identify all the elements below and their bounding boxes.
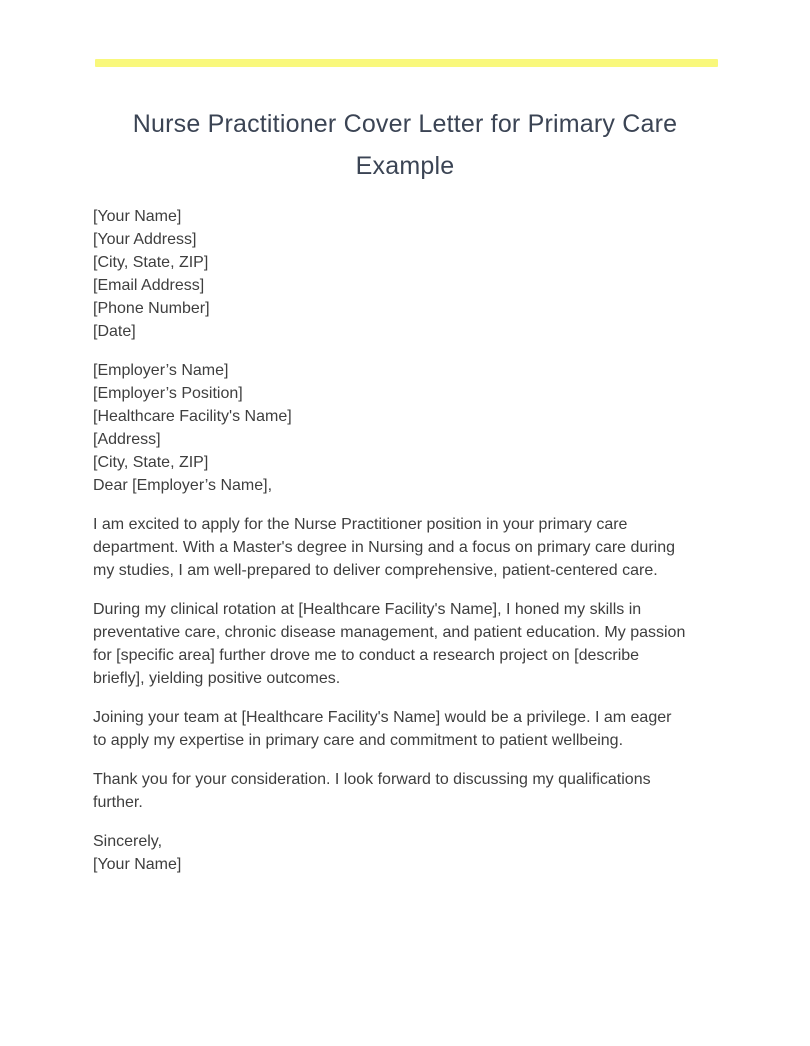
sender-date-line: [Date] — [93, 323, 136, 340]
closing-block — [93, 830, 688, 876]
signature-line: [Your Name] — [93, 856, 182, 873]
recipient-name-line: [Employer’s Name] — [93, 362, 229, 379]
sender-block — [93, 205, 688, 343]
paragraph-introduction: I am excited to apply for the Nurse Practitioner position in your primary care department. With a Master's degree in Nursing and a focus on primary care during my studies, I am well-prepared to deliver comprehensive, patient-centered care. — [93, 516, 675, 579]
recipient-position-line: [Employer’s Position] — [93, 385, 243, 402]
paragraph-thanks: Thank you for your consideration. I look forward to discussing my qualifications further. — [93, 771, 651, 811]
recipient-address-line: [Address] — [93, 431, 161, 448]
sender-email-line: [Email Address] — [93, 277, 205, 294]
document-title: Nurse Practitioner Cover Letter for Primary Care Example — [132, 110, 678, 180]
recipient-block — [93, 359, 688, 497]
valediction-line: Sincerely, — [93, 833, 163, 850]
recipient-facility-line: [Healthcare Facility's Name] — [93, 408, 292, 425]
accent-bar — [95, 59, 718, 67]
sender-address-line: [Your Address] — [93, 231, 197, 248]
sender-name-line: [Your Name] — [93, 208, 182, 225]
salutation-line: Dear [Employer’s Name], — [93, 477, 273, 494]
paragraph-motivation: Joining your team at [Healthcare Facility's Name] would be a privilege. I am eager to apply my expertise in primary care and commitment to patient wellbeing. — [93, 709, 672, 749]
recipient-city-line: [City, State, ZIP] — [93, 454, 209, 471]
paragraph-experience: During my clinical rotation at [Healthcare Facility's Name], I honed my skills in preventative care, chronic disease management, and patient education. My passion for [specific area] further drove me to conduct a research project on [describe briefly], yielding positive outcomes. — [93, 601, 686, 687]
sender-city-line: [City, State, ZIP] — [93, 254, 209, 271]
letter-body — [93, 205, 688, 892]
sender-phone-line: [Phone Number] — [93, 300, 210, 317]
